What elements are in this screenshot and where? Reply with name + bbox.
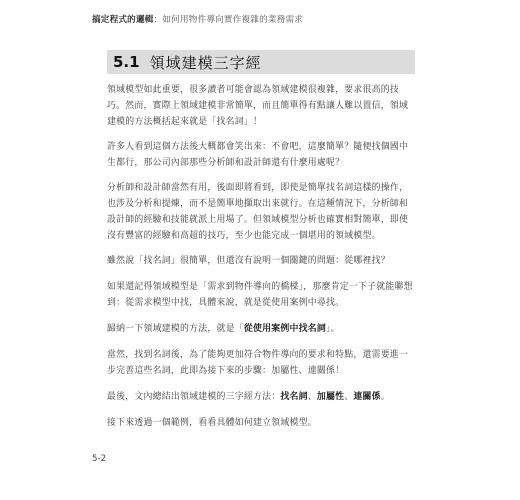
paragraph: 雖然說「找名詞」很簡單，但還沒有說明一個關鍵的問題：從哪裡找？: [107, 256, 390, 266]
paragraph: [107, 321, 415, 337]
section-title: 領域建模三字經: [149, 53, 262, 72]
list-separator: 、: [344, 392, 354, 402]
paragraph: [107, 389, 415, 405]
running-head-separator: ：: [153, 15, 163, 25]
paragraph-text: 歸納一下領域建模的方法，就是「: [107, 324, 244, 334]
chapter-subtitle: 如何用物件導向實作複雜的業務需求: [162, 15, 304, 25]
running-head: [92, 13, 303, 25]
paragraph: 領域模型如此重要，很多讀者可能會認為領域建模很複雜，要求很高的技巧。然而，實際上領域建模非常簡單，而且簡單得有點讓人難以置信，領域建模的方法概括起來就是「找名詞」！: [107, 85, 409, 127]
emphasis-text: 從使用案例中找名詞: [243, 324, 326, 334]
page-number: 5-2: [92, 454, 107, 464]
emphasis-text: 連關係: [353, 392, 381, 402]
paragraph: 接下來透過一個範例，看看具體如何建立領域模型。: [107, 418, 317, 428]
section-number: 5.1: [113, 53, 140, 71]
paragraph: 許多人看到這個方法後大概都會笑出來：不會吧，這麼簡單？隨便找個國中生都行，那公司內部那些分析師和設計師還有什麼用處呢？: [107, 142, 409, 168]
emphasis-text: 找名詞: [280, 392, 308, 402]
paragraph-text: 最後，文內總結出領域建模的三字經方法：: [107, 392, 281, 402]
paragraph-text: 」。: [326, 324, 340, 334]
paragraph: 當然，找到名詞後，為了能夠更加符合物件導向的要求和特點，還需要進一步完善這些名詞，此即為接下來的步驟：加屬性、連關係！: [107, 350, 409, 376]
book-title: 搞定程式的邏輯: [92, 15, 154, 25]
emphasis-text: 加屬性: [316, 392, 345, 402]
paragraph: 分析師和設計師當然有用，後面即將看到，即使是簡單找名詞這樣的操作，也涉及分析和提煉，而不是簡單地擷取出來就行。在這種情況下，分析師和設計師的經驗和技能就派上用場了。但領域模型分析也確實相對簡單，即使沒有豐富的經驗和高超的技巧，至少也能完成一個堪用的領域模型。: [107, 183, 409, 241]
list-separator: 、: [307, 392, 317, 402]
body-text: [107, 82, 415, 441]
paragraph: 如果還記得領域模型是「需求到物件導向的橋樑」，那麼肯定一下子就能聯想到：從需求模型中找，具體來說，就是從使用案例中尋找。: [107, 282, 413, 308]
paragraph-text: 。: [380, 392, 390, 402]
section-heading: [107, 50, 415, 74]
